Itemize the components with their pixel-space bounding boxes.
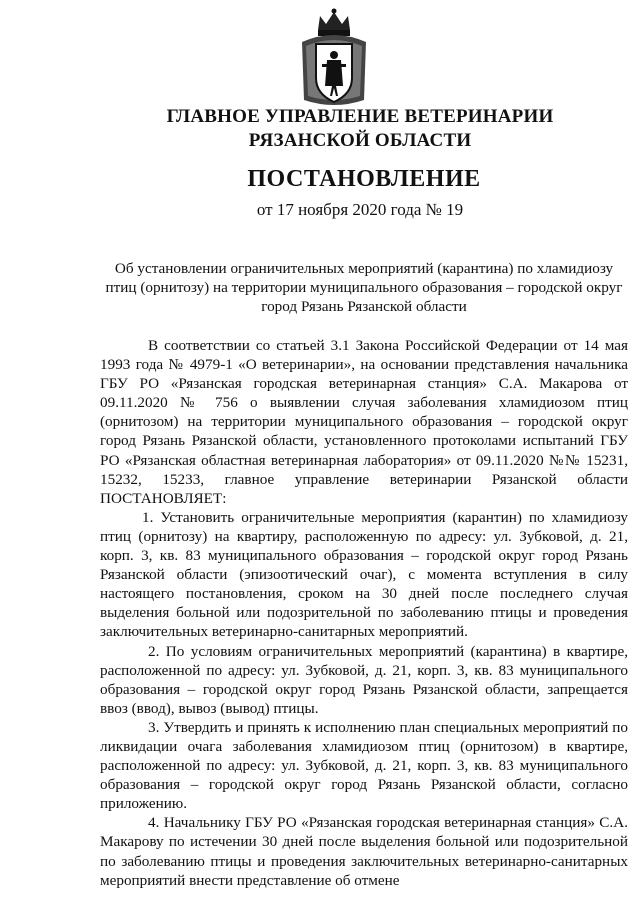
organization-name-line2: РЯЗАНСКОЙ ОБЛАСТИ — [248, 130, 472, 151]
clause-2: 2. По условиям ограничительных мероприятий (карантина) в квартире, расположенной по адресу: ул. Зубковой, д. 21, корп. 3, кв. 83 муниципального образования – городской округ город Рязань Рязанской области, запрещается ввоз (ввод), вывоз (вывод) птицы. — [100, 642, 628, 717]
coat-of-arms-ryazan-icon — [296, 8, 372, 110]
document-type: ПОСТАНОВЛЕНИЕ — [247, 166, 481, 192]
clause-1: 1. Установить ограничительные мероприятия (карантин) по хламидиозу птиц (орнитозу) на квартиру, расположенную по адресу: ул. Зубковой, д. 21, корп. 3, кв. 83 муниципального образования – городской округ город Рязань Рязанской области (эпизоотический очаг), с момента вступления в силу настоящего постановления, сроком на 30 дней после последнего случая выделения больной или подозрительной по заболеванию птицы и проведения заключительных ветеринарно-санитарных мероприятий. — [100, 508, 628, 641]
clause-4: 4. Начальнику ГБУ РО «Рязанская городская ветеринарная станция» С.А. Макарову по истечении 30 дней после выделения больной или подозрительной по заболеванию птицы и проведения заключительных ветеринарно-санитарных мероприятий внести представление об отмене — [100, 814, 628, 889]
organization-name-line1: ГЛАВНОЕ УПРАВЛЕНИЕ ВЕТЕРИНАРИИ — [166, 106, 554, 127]
clause-3: 3. Утвердить и принять к исполнению план специальных мероприятий по ликвидации очага заболевания хламидиозом птиц (орнитозом) в квартире, расположенной по адресу: ул. Зубковой, д. 21, корп. 3, кв. 83 муниципального образования – городской округ город Рязань Рязанской области, согласно приложению. — [100, 718, 628, 813]
preamble-paragraph: В соответствии со статьей 3.1 Закона Российской Федерации от 14 мая 1993 года № 4979-1 «О ветеринарии», на основании представления начальника ГБУ РО «Рязанская городская ветеринарная станция» С.А. Макарова от 09.11.2020 № 756 о выявлении случая заболевания хламидиозом птиц (орнитозом) на территории муниципального образования – городской округ город Рязань Рязанской области, установленного протоколами испытаний ГБУ РО «Рязанская областная ветеринарная лаборатория» от 09.11.2020 №№ 15231, 15232, 15233, главное управление ветеринарии Рязанской области ПОСТАНОВЛЯЕТ: — [100, 337, 628, 507]
document-subject: Об установлении ограничительных мероприятий (карантина) по хламидиозу птиц (орнитозу) на территории муниципального образования – городской округ город Рязань Рязанской области — [105, 260, 623, 315]
document-date-number: от 17 ноября 2020 года № 19 — [256, 200, 464, 219]
document-body — [100, 336, 628, 890]
